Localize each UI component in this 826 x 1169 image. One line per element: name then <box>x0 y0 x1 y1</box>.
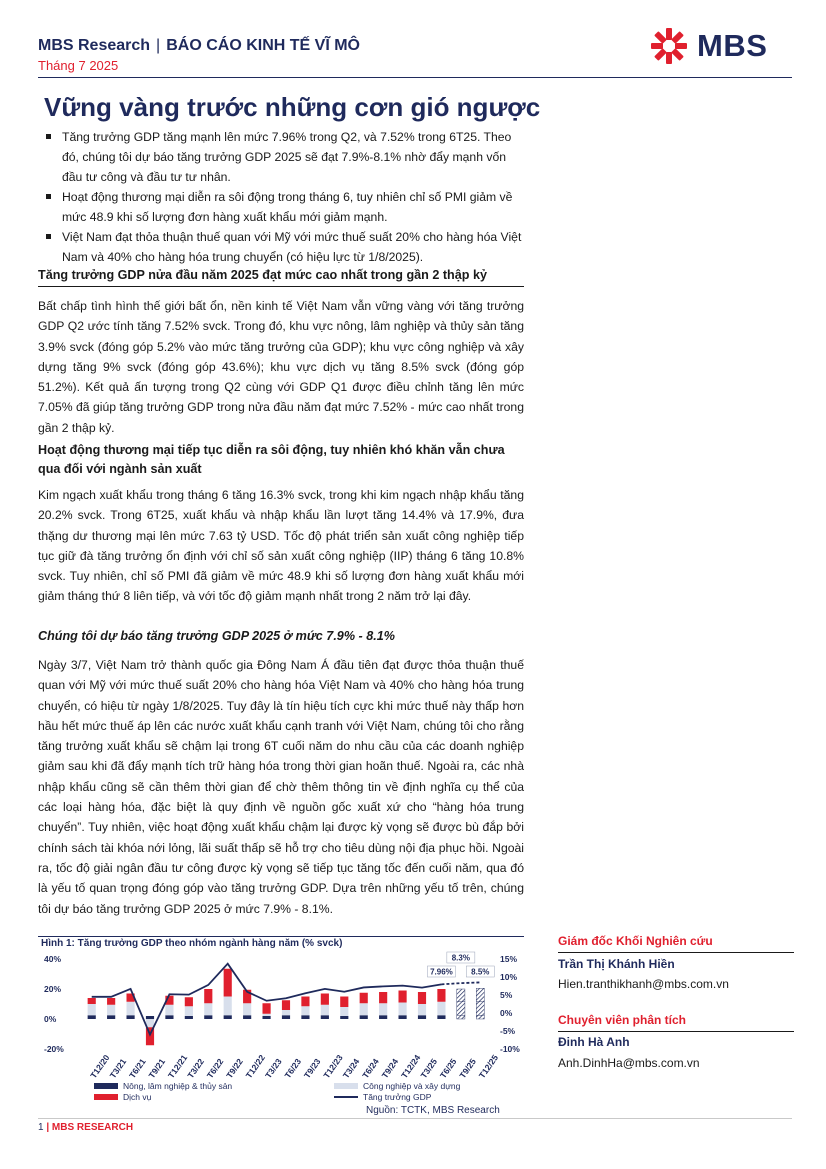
right-axis-tick: -10% <box>500 1044 520 1054</box>
legend-label: Dịch vụ <box>123 1092 152 1102</box>
bar-segment <box>107 998 115 1005</box>
right-axis-tick: -5% <box>500 1026 516 1036</box>
x-axis-tick: T9/21 <box>146 1056 168 1081</box>
legend-swatch <box>94 1094 118 1100</box>
x-axis-tick: T3/21 <box>107 1056 129 1081</box>
bar-segment <box>418 992 426 1004</box>
page-title: Vững vàng trước những cơn gió ngược <box>44 92 541 122</box>
bar-segment <box>282 1000 290 1010</box>
bar-segment <box>185 1006 193 1016</box>
director-name: Trần Thị Khánh Hiền <box>558 957 675 971</box>
left-axis-tick: 20% <box>44 984 62 994</box>
bar-segment <box>379 992 387 1003</box>
bar-segment <box>204 1015 212 1019</box>
bar-segment <box>262 1003 270 1014</box>
x-axis-tick: T3/24 <box>340 1056 362 1081</box>
section-heading-trade: Hoạt động thương mại tiếp tục diễn ra sôi động, tuy nhiên khó khăn vẫn chưa qua đối với ngành sản xuất <box>38 443 505 476</box>
x-axis-tick: T9/25 <box>457 1056 478 1081</box>
bar-segment <box>262 1014 270 1016</box>
bar-segment <box>457 1015 465 1019</box>
footer-label: MBS RESEARCH <box>51 1122 134 1133</box>
bar-segment <box>107 1005 115 1016</box>
chart-title: Hình 1: Tăng trưởng GDP theo nhóm ngành hàng năm (% svck) <box>41 938 343 949</box>
report-header <box>38 37 360 55</box>
x-axis-tick: T12/20 <box>88 1052 112 1081</box>
analyst-heading: Chuyên viên phân tích <box>558 1013 687 1027</box>
bar-segment <box>301 1015 309 1019</box>
gdp-forecast-line <box>441 982 480 984</box>
bar-segment <box>204 989 212 1003</box>
bar-segment <box>243 1015 251 1019</box>
bar-segment <box>360 1003 368 1015</box>
bar-segment <box>185 1016 193 1019</box>
key-point: Hoạt động thương mại diễn ra sôi động trong tháng 6, tuy nhiên chỉ số PMI giảm về mức 48.9 khi số lượng đơn hàng xuất khẩu mới giảm mạnh. <box>44 187 524 227</box>
legend-label: Nông, lâm nghiệp & thủy sản <box>123 1081 233 1091</box>
right-axis-tick: 0% <box>500 1008 513 1018</box>
bar-segment <box>457 1002 465 1016</box>
key-points-list <box>44 127 524 267</box>
right-axis-tick: 10% <box>500 972 518 982</box>
x-axis-tick: T12/23 <box>321 1052 345 1081</box>
x-axis-tick: T6/24 <box>360 1056 381 1081</box>
report-date: Tháng 7 2025 <box>38 58 119 73</box>
bar-segment <box>457 989 465 1002</box>
legend-swatch <box>94 1083 118 1089</box>
analyst-email[interactable]: Anh.DinhHa@mbs.com.vn <box>558 1056 700 1070</box>
brand-name: MBS Research <box>38 37 151 54</box>
bar-segment <box>437 1002 445 1016</box>
director-heading: Giám đốc Khối Nghiên cứu <box>558 934 713 948</box>
chart-top-rule <box>38 936 524 937</box>
analyst-name: Đinh Hà Anh <box>558 1035 630 1049</box>
bar-segment <box>88 998 96 1004</box>
bar-segment <box>165 1015 173 1019</box>
header-divider <box>38 77 792 78</box>
x-axis-tick: T3/25 <box>418 1056 440 1081</box>
bar-segment <box>243 1003 251 1015</box>
bar-segment <box>418 1015 426 1019</box>
bar-segment <box>476 1015 484 1019</box>
bar-segment <box>301 997 309 1007</box>
x-axis-tick: T3/22 <box>185 1056 206 1081</box>
bar-segment <box>437 989 445 1002</box>
bar-segment <box>165 1005 173 1016</box>
bar-segment <box>262 1016 270 1019</box>
bar-segment <box>476 1002 484 1016</box>
bar-segment <box>398 1003 406 1016</box>
left-axis-tick: -20% <box>44 1044 64 1054</box>
section-body-gdp: Bất chấp tình hình thế giới bất ổn, nền kinh tế Việt Nam vẫn vững vàng với tăng trưởng GDP Q2 ước tính tăng 7.52% svck. Trong đó, khu vực nông, lâm nghiệp và thủy sản tăng 3.9% svck (đóng góp 5.2% vào mức tăng trưởng của GDP); khu vực công nghiệp và xây dựng tăng 9% svck (đóng góp 43.6%); khu vực dịch vụ tăng 8.5% svck (đóng góp 51.2%). Kết quả ấn tượng trong Q2 cùng với GDP Q1 được điều chỉnh tăng lên mức 7.05% đã giúp tăng trưởng GDP trong nửa đầu năm đạt mức 7.52% - mức cao nhất trong gần 2 thập kỷ. <box>38 299 524 435</box>
bar-segment <box>476 988 484 1002</box>
bar-segment <box>301 1006 309 1015</box>
bar-segment <box>126 1015 134 1019</box>
director-email[interactable]: Hien.tranthikhanh@mbs.com.vn <box>558 977 729 991</box>
x-axis-tick: T6/21 <box>127 1056 148 1081</box>
mbs-logo <box>645 24 785 68</box>
header-separator: | <box>156 37 161 54</box>
bar-segment <box>379 1015 387 1019</box>
x-axis-tick: T12/22 <box>243 1052 267 1081</box>
bar-segment <box>321 1005 329 1016</box>
bar-segment <box>282 1015 290 1019</box>
bar-segment <box>126 1002 134 1016</box>
x-axis-tick: T6/22 <box>204 1056 226 1081</box>
page-footer: 1 | MBS RESEARCH <box>38 1122 134 1133</box>
bar-segment <box>224 969 232 997</box>
bar-segment <box>379 1003 387 1015</box>
bar-segment <box>224 1015 232 1019</box>
x-axis-tick: T12/24 <box>399 1052 423 1081</box>
legend-label: Công nghiệp và xây dựng <box>363 1081 461 1091</box>
bar-segment <box>340 1016 348 1019</box>
footer-divider <box>38 1118 792 1119</box>
page-number: 1 <box>38 1122 44 1133</box>
annotation-label: 7.96% <box>430 967 453 977</box>
section-divider <box>38 286 524 287</box>
bar-segment <box>88 1004 96 1015</box>
left-axis-tick: 0% <box>44 1014 57 1024</box>
annotation-label: 8.3% <box>451 953 470 963</box>
sidebar-divider <box>558 952 794 953</box>
gdp-line <box>92 964 442 1035</box>
bar-segment <box>321 1015 329 1019</box>
bar-segment <box>107 1015 115 1019</box>
chart-source: Nguồn: TCTK, MBS Research <box>366 1105 500 1116</box>
section-body-forecast: Ngày 3/7, Việt Nam trở thành quốc gia Đông Nam Á đầu tiên đạt được thỏa thuận thuế quan với Mỹ với mức thuế suất 20% cho hàng hóa Việt Nam và 40% cho hàng hóa trung chuyển, có hiệu từ ngày 1/8/2025. Tuy đây là tín hiệu tích cực khi mức thuế này thấp hơn hầu hết mức thuế áp lên các nước xuất khẩu cạnh tranh với Việt Nam, chúng tôi cho rằng tăng trưởng xuất khẩu sẽ chậm lại trong 6T cuối năm do nhu cầu của các doanh nghiệp giảm sau khi đã đẩy mạnh tích trữ hàng hóa trong thời gian hoãn thuế. Ngoài ra, các nhà nhập khẩu cũng sẽ cần thêm thời gian để chờ thêm thông tin về định nghĩa cụ thể của các loại hàng hóa, đặc biệt là quy định về nguồn gốc xuất xứ cho “hàng hóa trung chuyển”. Tuy nhiên, việc hoạt động xuất khẩu chậm lại được kỳ vọng sẽ được bù đắp bởi chính sách tài khóa nới lỏng, lãi suất thấp sẽ hỗ trợ cho tiêu dùng nội địa phục hồi. Ngoài ra, tốc độ giải ngân đầu tư công được kỳ vọng sẽ tiếp tục tăng tốc đến cuối năm, qua đó là yếu tố quan trọng đóng góp vào tăng trưởng GDP. Dựa trên những yếu tố trên, chúng tôi dự báo tăng trưởng GDP 2025 ở mức 7.9% - 8.1%. <box>38 658 524 916</box>
bar-segment <box>437 1015 445 1019</box>
right-axis-tick: 5% <box>500 990 513 1000</box>
x-axis-tick: T12/25 <box>476 1052 501 1081</box>
x-axis-tick: T9/22 <box>224 1056 245 1081</box>
legend-swatch <box>334 1083 358 1089</box>
bar-segment <box>340 997 348 1008</box>
bar-segment <box>340 1007 348 1016</box>
x-axis-tick: T3/23 <box>263 1056 284 1081</box>
x-axis-tick: T6/23 <box>282 1056 304 1081</box>
x-axis-tick: T9/24 <box>379 1056 401 1081</box>
bar-segment <box>204 1003 212 1015</box>
key-point: Tăng trưởng GDP tăng mạnh lên mức 7.96% trong Q2, và 7.52% trong 6T25. Theo đó, chúng tôi dự báo tăng trưởng GDP 2025 sẽ đạt 7.9%-8.1% nhờ đẩy mạnh vốn đầu tư công và đầu tư tư nhân. <box>44 127 524 187</box>
bar-segment <box>88 1015 96 1019</box>
x-axis-tick: T9/23 <box>301 1056 323 1081</box>
star-logo-icon <box>645 24 693 68</box>
bar-segment <box>360 993 368 1004</box>
section-heading-forecast: Chúng tôi dự báo tăng trưởng GDP 2025 ở mức 7.9% - 8.1% <box>38 629 395 643</box>
legend-label: Tăng trưởng GDP <box>363 1092 432 1102</box>
bar-segment <box>321 994 329 1005</box>
logo-text: MBS <box>697 28 768 63</box>
bar-segment <box>398 991 406 1003</box>
section-body-trade: Kim ngạch xuất khẩu trong tháng 6 tăng 16.3% svck, trong khi kim ngạch nhập khẩu tăng 20.2% svck. Trong 6T25, xuất khẩu và nhập khẩu lần lượt tăng 14.4% và 17.9%, đưa thặng dư thương mại lên mức 7.63 tỷ USD. Tốc độ phát triển sản xuất công nghiệp tiếp tục giữ đà tăng trưởng ổn định với chỉ số sản xuất công nghiệp (IIP) tháng 6 tăng 10.8% svck. Tuy nhiên, chỉ số PMI đã giảm về mức 48.9 khi số lượng đơn hàng xuất khẩu mới giảm tháng thứ 8 liên tiếp, và với tốc độ giảm mạnh nhất trong 2 năm trở lại đây. <box>38 488 524 604</box>
bar-segment <box>224 997 232 1016</box>
sidebar-divider <box>558 1031 794 1032</box>
left-axis-tick: 40% <box>44 954 62 964</box>
x-axis-tick: T6/25 <box>437 1056 459 1081</box>
bar-segment <box>418 1004 426 1015</box>
report-type: BÁO CÁO KINH TẾ VĨ MÔ <box>166 37 360 54</box>
annotation-label: 8.5% <box>471 967 490 977</box>
bar-segment <box>360 1015 368 1019</box>
bar-segment <box>282 1010 290 1015</box>
bar-segment <box>146 1016 154 1019</box>
bar-segment <box>398 1015 406 1019</box>
section-heading-gdp: Tăng trưởng GDP nửa đầu năm 2025 đạt mức cao nhất trong gần 2 thập kỷ <box>38 268 487 282</box>
right-axis-tick: 15% <box>500 954 518 964</box>
x-axis-tick: T12/21 <box>165 1052 190 1081</box>
bar-segment <box>185 997 193 1006</box>
gdp-chart <box>38 950 524 1106</box>
key-point: Việt Nam đạt thỏa thuận thuế quan với Mỹ với mức thuế suất 20% cho hàng hóa Việt Nam và 40% cho hàng hóa trung chuyển (có hiệu lực từ 1/8/2025). <box>44 227 524 267</box>
